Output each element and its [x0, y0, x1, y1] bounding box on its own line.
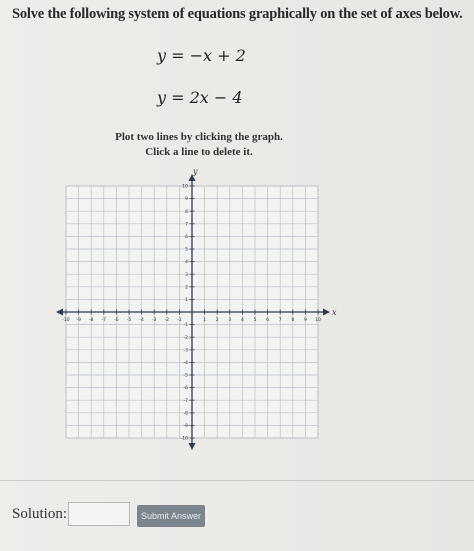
y-tick-label: -6	[183, 386, 188, 392]
x-axis-arrow-right	[323, 309, 330, 316]
submit-answer-button[interactable]: Submit Answer	[137, 505, 205, 527]
y-tick-label: 1	[185, 298, 188, 303]
y-tick-label: 6	[185, 235, 188, 240]
y-tick-label: 10	[182, 184, 188, 190]
plot-instructions: Plot two lines by clicking the graph.	[115, 131, 283, 143]
x-tick-label: 1	[203, 318, 207, 323]
graph-canvas[interactable]	[50, 168, 350, 458]
solution-input[interactable]	[68, 502, 130, 526]
x-tick-label: 7	[278, 318, 282, 323]
x-tick-label: 10	[315, 318, 321, 323]
y-tick-label: -9	[183, 424, 188, 429]
x-tick-label: 2	[215, 318, 219, 323]
delete-instructions: Click a line to delete it.	[145, 146, 253, 158]
x-tick-label: -3	[151, 318, 157, 323]
instructions-text: Solve the following system of equations graphically on the set of axes below.	[12, 6, 463, 22]
equation-2: y = 2x − 4	[157, 88, 243, 107]
x-tick-label: -10	[62, 318, 70, 323]
x-tick-label: -8	[88, 318, 94, 323]
x-tick-label: 6	[266, 318, 270, 323]
y-tick-label: 7	[185, 222, 188, 228]
y-tick-label: -8	[183, 411, 188, 417]
y-tick-label: 9	[185, 197, 188, 203]
y-tick-label: 8	[185, 209, 188, 215]
y-tick-label: -10	[180, 436, 188, 442]
y-tick-label: -1	[183, 323, 188, 329]
x-tick-label: -1	[177, 318, 182, 323]
x-tick-label: -4	[139, 318, 144, 323]
equation-1: y = −x + 2	[157, 46, 246, 65]
x-tick-label: -6	[114, 318, 119, 323]
y-axis-label: y	[193, 168, 198, 176]
x-tick-label: -7	[101, 318, 107, 323]
x-tick-label: 4	[240, 318, 244, 323]
x-tick-label: 3	[228, 318, 232, 323]
x-axis-label: x	[332, 308, 337, 317]
x-tick-label: 8	[291, 318, 295, 323]
y-tick-label: -3	[183, 348, 188, 354]
y-tick-label: -2	[183, 335, 188, 341]
coordinate-graph[interactable]	[50, 168, 350, 458]
x-tick-label: -5	[126, 318, 132, 323]
x-tick-label: -9	[76, 318, 81, 323]
x-tick-label: -2	[164, 318, 170, 323]
y-tick-label: 3	[185, 272, 188, 278]
divider	[0, 480, 474, 481]
y-tick-label: 4	[185, 260, 188, 266]
y-tick-label: -4	[183, 361, 188, 366]
solution-label: Solution:	[12, 506, 68, 522]
x-axis-arrow-left	[56, 309, 63, 316]
x-tick-label: 5	[253, 318, 257, 323]
y-tick-label: 5	[185, 247, 188, 253]
y-axis-arrow-down	[189, 443, 196, 450]
y-tick-label: 2	[185, 285, 188, 291]
x-tick-label: 9	[303, 318, 307, 323]
y-tick-label: -5	[183, 373, 188, 379]
y-tick-label: -7	[183, 398, 188, 404]
